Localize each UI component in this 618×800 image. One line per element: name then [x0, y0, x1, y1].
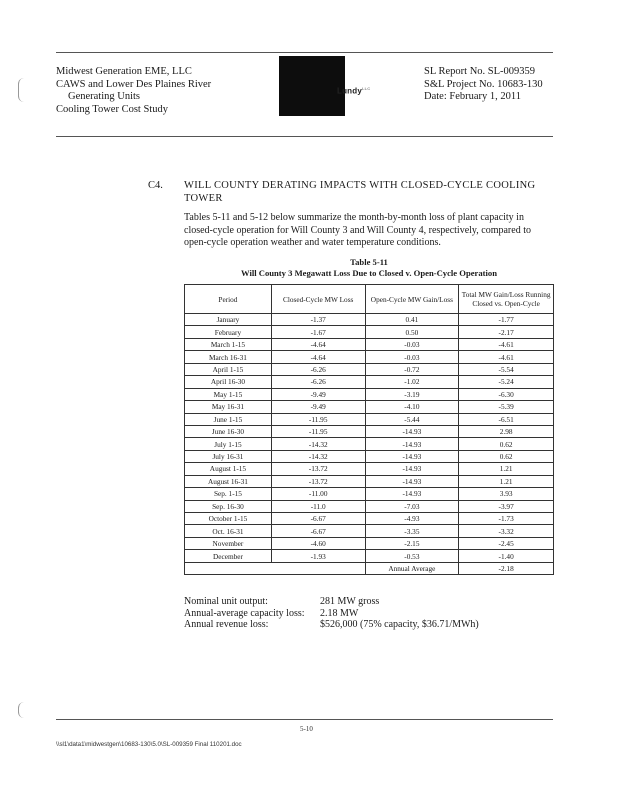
margin-punch-mark-lower [18, 702, 25, 718]
section-number: C4. [148, 180, 163, 191]
revenue-loss-label: Annual revenue loss: [184, 619, 269, 630]
closed-loss-cell: -11.95 [271, 413, 365, 425]
table-row [185, 550, 554, 562]
total-cell: -4.61 [459, 338, 554, 350]
total-cell: -1.73 [459, 513, 554, 525]
capacity-loss-label: Annual-average capacity loss: [184, 607, 305, 619]
col-header-closed-loss: Closed-Cycle MW Loss [271, 285, 365, 314]
section-paragraph: Tables 5-11 and 5-12 below summarize the month-by-month loss of plant capacity in closed-cycle operation for Will County 3 and Will County 4, respectively, compared to open-cycle operation weather and water temperature conditions. [184, 212, 531, 249]
table-title [184, 257, 554, 278]
summary-row-nominal [184, 596, 479, 608]
table-row [185, 488, 554, 500]
open-gain-cell: -4.93 [365, 513, 459, 525]
table-row [185, 363, 554, 375]
table-row [185, 438, 554, 450]
table-row [185, 463, 554, 475]
period-cell: April 16-30 [185, 376, 272, 388]
period-cell: October 1-15 [185, 513, 272, 525]
period-cell: July 16-31 [185, 450, 272, 462]
open-gain-cell: -0.53 [365, 550, 459, 562]
open-gain-cell: -14.93 [365, 475, 459, 487]
period-cell: November [185, 537, 272, 549]
table-row [185, 351, 554, 363]
annual-average-value: -2.18 [459, 562, 554, 574]
header-bottom-rule [56, 136, 553, 137]
period-cell: August 16-31 [185, 475, 272, 487]
total-cell: 0.62 [459, 450, 554, 462]
summary-block [184, 596, 479, 631]
period-cell: April 1-15 [185, 363, 272, 375]
table-header-row [185, 285, 554, 314]
nominal-output-label: Nominal unit output: [184, 596, 268, 607]
period-cell: May 16-31 [185, 401, 272, 413]
open-gain-cell: -4.10 [365, 401, 459, 413]
header-top-rule [56, 52, 553, 53]
col-header-period: Period [185, 285, 272, 314]
total-cell: -3.97 [459, 500, 554, 512]
section-title-line1: WILL COUNTY DERATING IMPACTS WITH CLOSED-CYCLE COOLING [184, 180, 536, 191]
total-cell: -2.17 [459, 326, 554, 338]
logo-wordmark: Lundy$^{LLC}$ [337, 86, 371, 96]
table-row [185, 475, 554, 487]
total-cell: 0.62 [459, 438, 554, 450]
period-cell: March 16-31 [185, 351, 272, 363]
summary-row-capacity [184, 608, 479, 620]
nominal-output-value: 281 MW gross [320, 596, 380, 607]
closed-loss-cell: -13.72 [271, 475, 365, 487]
table-row [185, 314, 554, 326]
total-cell: 1.21 [459, 463, 554, 475]
header-project-no: S&L Project No. 10683-130 [424, 78, 543, 90]
header-report-block [424, 66, 543, 104]
header-company-block [56, 66, 211, 116]
closed-loss-cell: -14.32 [271, 450, 365, 462]
closed-loss-cell: -6.67 [271, 525, 365, 537]
table-row [185, 326, 554, 338]
total-cell: -1.40 [459, 550, 554, 562]
closed-loss-cell: -4.64 [271, 351, 365, 363]
total-cell: -5.54 [459, 363, 554, 375]
closed-loss-cell: -4.64 [271, 338, 365, 350]
header-project: CAWS and Lower Des Plaines River [56, 78, 212, 90]
table-row [185, 338, 554, 350]
period-cell: March 1-15 [185, 338, 272, 350]
table-row [185, 425, 554, 437]
page-number: 5-10 [300, 725, 313, 733]
total-cell: -4.61 [459, 351, 554, 363]
table-row [185, 376, 554, 388]
period-cell: December [185, 550, 272, 562]
open-gain-cell: -14.93 [365, 438, 459, 450]
closed-loss-cell: -14.32 [271, 438, 365, 450]
total-cell: -6.30 [459, 388, 554, 400]
table-row [185, 450, 554, 462]
annual-average-label: Annual Average [365, 562, 459, 574]
open-gain-cell: -0.72 [365, 363, 459, 375]
section-title-line2: TOWER [184, 192, 223, 204]
period-cell: Sep. 1-15 [185, 488, 272, 500]
open-gain-cell: -14.93 [365, 450, 459, 462]
section-title [184, 180, 535, 205]
open-gain-cell: -14.93 [365, 488, 459, 500]
table-row [185, 513, 554, 525]
closed-loss-cell: -1.67 [271, 326, 365, 338]
closed-loss-cell: -1.93 [271, 550, 365, 562]
period-cell: August 1-15 [185, 463, 272, 475]
megawatt-loss-table [184, 284, 554, 575]
period-cell: July 1-15 [185, 438, 272, 450]
open-gain-cell: -0.03 [365, 351, 459, 363]
col-header-total: Total MW Gain/Loss Running Closed vs. Open-Cycle [459, 285, 554, 314]
table-row [185, 401, 554, 413]
open-gain-cell: -3.35 [365, 525, 459, 537]
open-gain-cell: -1.02 [365, 376, 459, 388]
open-gain-cell: -14.93 [365, 463, 459, 475]
period-cell: Oct. 16-31 [185, 525, 272, 537]
header-date: Date: February 1, 2011 [424, 91, 522, 102]
header-report-no: SL Report No. SL-009359 [424, 66, 536, 77]
closed-loss-cell: -9.49 [271, 401, 365, 413]
table-row [185, 537, 554, 549]
open-gain-cell: -2.15 [365, 537, 459, 549]
footer-rule [56, 719, 553, 720]
open-gain-cell: 0.41 [365, 314, 459, 326]
header-project-cont: Generating Units [68, 91, 141, 102]
total-cell: 2.98 [459, 425, 554, 437]
table-row [185, 500, 554, 512]
margin-punch-mark [18, 78, 25, 102]
period-cell: June 16-30 [185, 425, 272, 437]
total-cell: -3.32 [459, 525, 554, 537]
closed-loss-cell: -9.49 [271, 388, 365, 400]
closed-loss-cell: -6.67 [271, 513, 365, 525]
table-row [185, 388, 554, 400]
open-gain-cell: -0.03 [365, 338, 459, 350]
closed-loss-cell: -11.00 [271, 488, 365, 500]
col-header-open-gain: Open-Cycle MW Gain/Loss [365, 285, 459, 314]
total-cell: -6.51 [459, 413, 554, 425]
closed-loss-cell: -6.26 [271, 376, 365, 388]
open-gain-cell: -5.44 [365, 413, 459, 425]
open-gain-cell: -14.93 [365, 425, 459, 437]
closed-loss-cell: -4.60 [271, 537, 365, 549]
header-company: Midwest Generation EME, LLC [56, 66, 192, 77]
annual-average-blank [185, 562, 366, 574]
closed-loss-cell: -11.95 [271, 425, 365, 437]
closed-loss-cell: -6.26 [271, 363, 365, 375]
period-cell: February [185, 326, 272, 338]
table-row [185, 413, 554, 425]
open-gain-cell: 0.50 [365, 326, 459, 338]
table-number: Table 5-11 [350, 257, 388, 267]
footer-file-path: \\sl1\data1\midwestgen\10683-130\5.0\SL-009359 Final 110201.doc [56, 741, 242, 748]
open-gain-cell: -3.19 [365, 388, 459, 400]
table-body [185, 314, 554, 563]
annual-average-row [185, 562, 554, 574]
closed-loss-cell: -13.72 [271, 463, 365, 475]
summary-row-revenue [184, 619, 479, 631]
open-gain-cell: -7.03 [365, 500, 459, 512]
total-cell: 3.93 [459, 488, 554, 500]
sargent-lundy-logo [279, 56, 345, 116]
period-cell: January [185, 314, 272, 326]
period-cell: June 1-15 [185, 413, 272, 425]
closed-loss-cell: -1.37 [271, 314, 365, 326]
total-cell: -5.39 [459, 401, 554, 413]
capacity-loss-value: 2.18 MW [320, 607, 359, 619]
revenue-loss-value: $526,000 (75% capacity, $36.71/MWh) [320, 619, 479, 630]
table-caption: Will County 3 Megawatt Loss Due to Closed v. Open-Cycle Operation [241, 267, 497, 278]
table-row [185, 525, 554, 537]
total-cell: -1.77 [459, 314, 554, 326]
total-cell: 1.21 [459, 475, 554, 487]
period-cell: Sep. 16-30 [185, 500, 272, 512]
header-study: Cooling Tower Cost Study [56, 103, 168, 115]
total-cell: -5.24 [459, 376, 554, 388]
closed-loss-cell: -11.0 [271, 500, 365, 512]
period-cell: May 1-15 [185, 388, 272, 400]
total-cell: -2.45 [459, 537, 554, 549]
